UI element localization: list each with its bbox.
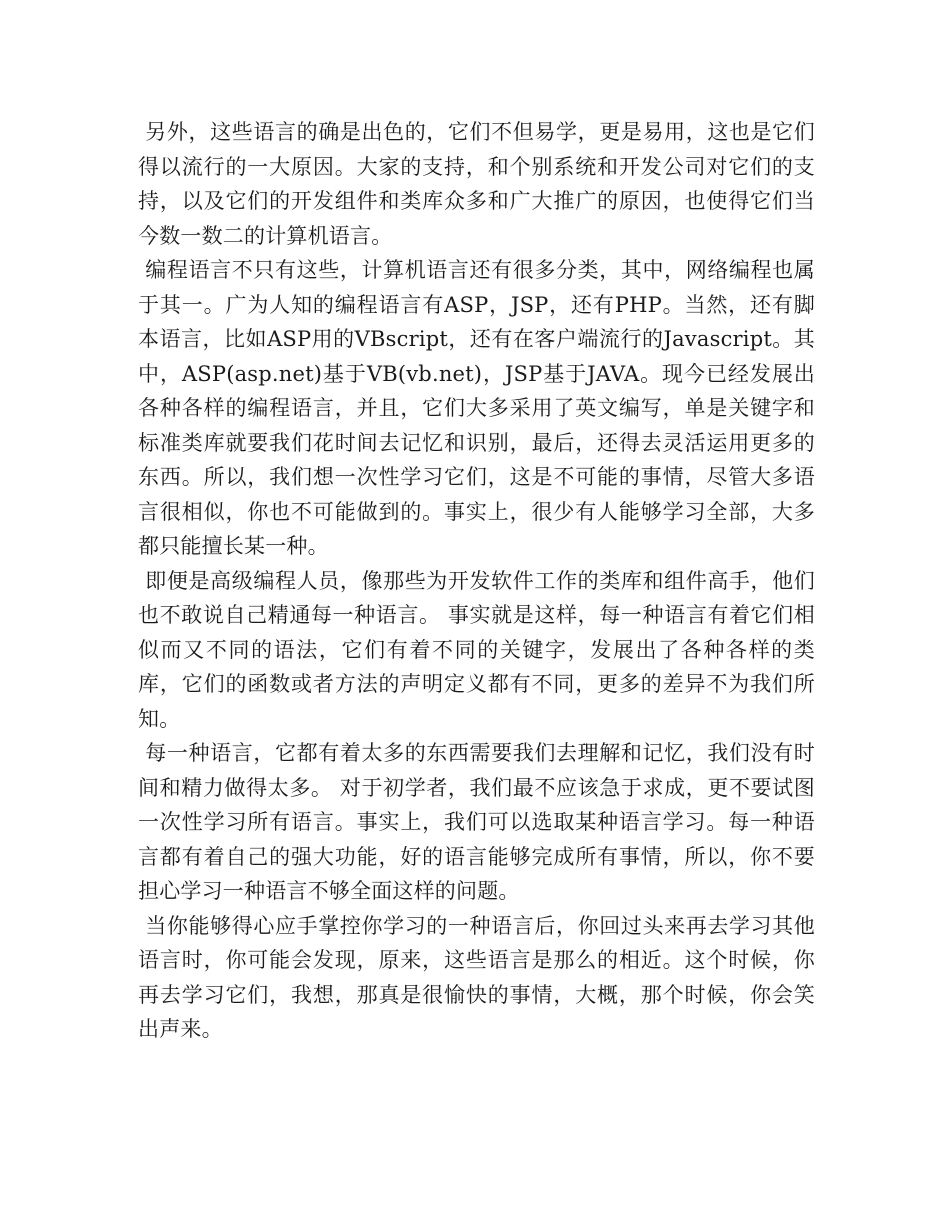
paragraph-3: 即便是高级编程人员，像那些为开发软件工作的类库和组件高手，他们也不敢说自己精通每一种语言。 事实就是这样，每一种语言有着它们相似而又不同的语法，它们有着不同的关键字，发展出了各种各样的类库，它们的函数或者方法的声明定义都有不同，更多的差异不为我们所知。 — [138, 568, 815, 731]
document-body — [138, 115, 815, 1047]
paragraph-1: 另外，这些语言的确是出色的，它们不但易学，更是易用，这也是它们得以流行的一大原因。大家的支持，和个别系统和开发公司对它们的支持，以及它们的开发组件和类库众多和广大推广的原因，也使得它们当今数一数二的计算机语言。 — [138, 120, 815, 248]
paragraph-4: 每一种语言，它都有着太多的东西需要我们去理解和记忆，我们没有时间和精力做得太多。 对于初学者，我们最不应该急于求成，更不要试图一次性学习所有语言。事实上，我们可以选取某种语言学习。每一种语言都有着自己的强大功能，好的语言能够完成所有事情，所以，你不要担心学习一种语言不够全面这样的问题。 — [138, 741, 815, 903]
paragraph-2: 编程语言不只有这些，计算机语言还有很多分类，其中，网络编程也属于其一。广为人知的编程语言有ASP，JSP，还有PHP。当然，还有脚本语言，比如ASP用的VBscript，还有在客户端流行的Javascript。其中，ASP(asp.net)基于VB(vb.net)，JSP基于JAVA。现今已经发展出各种各样的编程语言，并且，它们大多采用了英文编写，单是关键字和标准类库就要我们花时间去记忆和识别，最后，还得去灵活运用更多的东西。所以，我们想一次性学习它们，这是不可能的事情，尽管大多语言很相似，你也不可能做到的。事实上，很少有人能够学习全部，大多都只能擅长某一种。 — [138, 258, 815, 558]
paragraph-5: 当你能够得心应手掌控你学习的一种语言后，你回过头来再去学习其他语言时，你可能会发现，原来，这些语言是那么的相近。这个时候，你再去学习它们，我想，那真是很愉快的事情，大概，那个时候，你会笑出声来。 — [138, 913, 815, 1041]
